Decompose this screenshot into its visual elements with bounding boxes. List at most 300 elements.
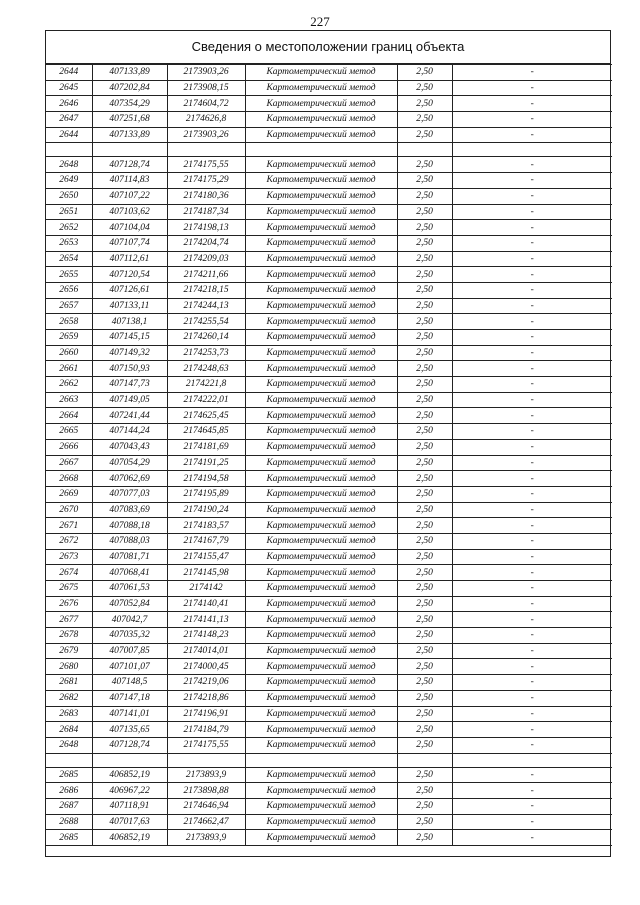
x-coordinate-cell: 407103,62 [92,204,167,220]
table-row [46,565,612,581]
point-number-cell: 2657 [46,298,92,314]
method-cell: Картометрический метод [245,675,397,691]
table-row [46,392,612,408]
method-cell: Картометрический метод [245,690,397,706]
accuracy-cell: 2,50 [397,471,452,487]
description-cell: - [452,581,612,597]
accuracy-cell: 2,50 [397,518,452,534]
accuracy-cell: 2,50 [397,96,452,112]
table-row [46,767,612,783]
y-coordinate-cell: 2174190,24 [167,502,245,518]
description-cell: - [452,65,612,81]
point-number-cell: 2670 [46,502,92,518]
point-number-cell: 2644 [46,127,92,143]
x-coordinate-cell: 407035,32 [92,628,167,644]
accuracy-cell: 2,50 [397,596,452,612]
point-number-cell: 2667 [46,455,92,471]
description-cell: - [452,80,612,96]
table-row [46,188,612,204]
x-coordinate-cell: 407007,85 [92,643,167,659]
point-number-cell: 2656 [46,282,92,298]
method-cell: Картометрический метод [245,220,397,236]
accuracy-cell: 2,50 [397,549,452,565]
description-cell: - [452,157,612,173]
y-coordinate-cell: 2174142 [167,581,245,597]
y-coordinate-cell: 2174175,55 [167,737,245,753]
table-row [46,628,612,644]
point-number-cell: 2664 [46,408,92,424]
accuracy-cell: 2,50 [397,204,452,220]
description-cell: - [452,783,612,799]
point-number-cell: 2680 [46,659,92,675]
empty-cell [167,753,245,767]
table-row [46,282,612,298]
description-cell: - [452,345,612,361]
point-number-cell: 2675 [46,581,92,597]
method-cell: Картометрический метод [245,298,397,314]
accuracy-cell: 2,50 [397,392,452,408]
point-number-cell: 2685 [46,830,92,846]
x-coordinate-cell: 407104,04 [92,220,167,236]
x-coordinate-cell: 407144,24 [92,424,167,440]
table-row [46,220,612,236]
point-number-cell: 2688 [46,814,92,830]
method-cell: Картометрический метод [245,330,397,346]
table-row [46,65,612,81]
accuracy-cell: 2,50 [397,455,452,471]
x-coordinate-cell: 407107,74 [92,235,167,251]
accuracy-cell: 2,50 [397,737,452,753]
accuracy-cell: 2,50 [397,798,452,814]
point-number-cell: 2648 [46,737,92,753]
method-cell: Картометрический метод [245,722,397,738]
method-cell: Картометрический метод [245,314,397,330]
description-cell: - [452,251,612,267]
table-row [46,675,612,691]
accuracy-cell: 2,50 [397,690,452,706]
point-number-cell: 2679 [46,643,92,659]
description-cell: - [452,612,612,628]
table-row [46,549,612,565]
y-coordinate-cell: 2174181,69 [167,439,245,455]
point-number-cell: 2646 [46,96,92,112]
table-row [46,330,612,346]
point-number-cell: 2666 [46,439,92,455]
description-cell: - [452,127,612,143]
y-coordinate-cell: 2174625,45 [167,408,245,424]
empty-cell [245,753,397,767]
y-coordinate-cell: 2174253,73 [167,345,245,361]
x-coordinate-cell: 407202,84 [92,80,167,96]
accuracy-cell: 2,50 [397,533,452,549]
y-coordinate-cell: 2174194,58 [167,471,245,487]
description-cell: - [452,96,612,112]
empty-cell [397,753,452,767]
point-number-cell: 2655 [46,267,92,283]
method-cell: Картометрический метод [245,173,397,189]
method-cell: Картометрический метод [245,361,397,377]
accuracy-cell: 2,50 [397,188,452,204]
y-coordinate-cell: 2174209,03 [167,251,245,267]
y-coordinate-cell: 2174191,25 [167,455,245,471]
point-number-cell: 2665 [46,424,92,440]
point-number-cell: 2661 [46,361,92,377]
x-coordinate-cell: 407120,54 [92,267,167,283]
description-cell: - [452,235,612,251]
accuracy-cell: 2,50 [397,439,452,455]
table-row [46,96,612,112]
accuracy-cell: 2,50 [397,424,452,440]
y-coordinate-cell: 2174604,72 [167,96,245,112]
group-separator-row [46,143,612,157]
description-cell: - [452,565,612,581]
x-coordinate-cell: 407241,44 [92,408,167,424]
y-coordinate-cell: 2174198,13 [167,220,245,236]
accuracy-cell: 2,50 [397,628,452,644]
description-cell: - [452,643,612,659]
description-cell: - [452,188,612,204]
accuracy-cell: 2,50 [397,722,452,738]
point-number-cell: 2672 [46,533,92,549]
method-cell: Картометрический метод [245,767,397,783]
description-cell: - [452,675,612,691]
method-cell: Картометрический метод [245,204,397,220]
x-coordinate-cell: 407133,89 [92,65,167,81]
y-coordinate-cell: 2173893,9 [167,830,245,846]
x-coordinate-cell: 407114,83 [92,173,167,189]
x-coordinate-cell: 407077,03 [92,486,167,502]
method-cell: Картометрический метод [245,392,397,408]
accuracy-cell: 2,50 [397,65,452,81]
method-cell: Картометрический метод [245,706,397,722]
method-cell: Картометрический метод [245,659,397,675]
page-number: 227 [310,14,330,29]
accuracy-cell: 2,50 [397,127,452,143]
method-cell: Картометрический метод [245,235,397,251]
accuracy-cell: 2,50 [397,314,452,330]
point-number-cell: 2648 [46,157,92,173]
y-coordinate-cell: 2174145,98 [167,565,245,581]
x-coordinate-cell: 407083,69 [92,502,167,518]
table-title: Сведения о местоположении границ объекта [46,31,610,64]
point-number-cell: 2668 [46,471,92,487]
table-row [46,596,612,612]
method-cell: Картометрический метод [245,65,397,81]
accuracy-cell: 2,50 [397,581,452,597]
y-coordinate-cell: 2174195,89 [167,486,245,502]
accuracy-cell: 2,50 [397,659,452,675]
coordinates-table-body [46,65,612,846]
description-cell: - [452,314,612,330]
x-coordinate-cell: 407128,74 [92,157,167,173]
x-coordinate-cell: 407148,5 [92,675,167,691]
y-coordinate-cell: 2174141,13 [167,612,245,628]
accuracy-cell: 2,50 [397,486,452,502]
method-cell: Картометрический метод [245,486,397,502]
method-cell: Картометрический метод [245,96,397,112]
table-row [46,235,612,251]
y-coordinate-cell: 2174155,47 [167,549,245,565]
description-cell: - [452,659,612,675]
description-cell: - [452,377,612,393]
table-row [46,157,612,173]
table-row [46,112,612,128]
description-cell: - [452,486,612,502]
x-coordinate-cell: 407126,61 [92,282,167,298]
method-cell: Картометрический метод [245,424,397,440]
y-coordinate-cell: 2174183,57 [167,518,245,534]
y-coordinate-cell: 2174180,36 [167,188,245,204]
description-cell: - [452,408,612,424]
table-row [46,659,612,675]
table-row [46,173,612,189]
y-coordinate-cell: 2174218,86 [167,690,245,706]
y-coordinate-cell: 2174187,34 [167,204,245,220]
x-coordinate-cell: 407088,03 [92,533,167,549]
table-row [46,830,612,846]
x-coordinate-cell: 407133,89 [92,127,167,143]
coordinates-table [46,64,612,846]
description-cell: - [452,533,612,549]
x-coordinate-cell: 407149,05 [92,392,167,408]
y-coordinate-cell: 2174222,01 [167,392,245,408]
point-number-cell: 2649 [46,173,92,189]
y-coordinate-cell: 2174221,8 [167,377,245,393]
table-row [46,314,612,330]
table-row [46,127,612,143]
point-number-cell: 2647 [46,112,92,128]
point-number-cell: 2678 [46,628,92,644]
empty-cell [245,143,397,157]
x-coordinate-cell: 407054,29 [92,455,167,471]
accuracy-cell: 2,50 [397,675,452,691]
y-coordinate-cell: 2174140,41 [167,596,245,612]
point-number-cell: 2683 [46,706,92,722]
table-row [46,502,612,518]
accuracy-cell: 2,50 [397,173,452,189]
x-coordinate-cell: 407145,15 [92,330,167,346]
y-coordinate-cell: 2174626,8 [167,112,245,128]
method-cell: Картометрический метод [245,628,397,644]
description-cell: - [452,814,612,830]
empty-cell [92,143,167,157]
description-cell: - [452,392,612,408]
x-coordinate-cell: 407128,74 [92,737,167,753]
x-coordinate-cell: 407061,53 [92,581,167,597]
table-row [46,798,612,814]
accuracy-cell: 2,50 [397,408,452,424]
point-number-cell: 2682 [46,690,92,706]
accuracy-cell: 2,50 [397,814,452,830]
accuracy-cell: 2,50 [397,767,452,783]
point-number-cell: 2653 [46,235,92,251]
x-coordinate-cell: 407017,63 [92,814,167,830]
y-coordinate-cell: 2174000,45 [167,659,245,675]
y-coordinate-cell: 2174255,54 [167,314,245,330]
point-number-cell: 2663 [46,392,92,408]
accuracy-cell: 2,50 [397,298,452,314]
description-cell: - [452,424,612,440]
method-cell: Картометрический метод [245,798,397,814]
accuracy-cell: 2,50 [397,220,452,236]
y-coordinate-cell: 2174218,15 [167,282,245,298]
description-cell: - [452,361,612,377]
table-row [46,533,612,549]
description-cell: - [452,204,612,220]
y-coordinate-cell: 2174248,63 [167,361,245,377]
x-coordinate-cell: 407062,69 [92,471,167,487]
x-coordinate-cell: 406852,19 [92,767,167,783]
point-number-cell: 2652 [46,220,92,236]
description-cell: - [452,690,612,706]
x-coordinate-cell: 407138,1 [92,314,167,330]
point-number-cell: 2660 [46,345,92,361]
method-cell: Картометрический метод [245,251,397,267]
method-cell: Картометрический метод [245,112,397,128]
table-row [46,455,612,471]
point-number-cell: 2644 [46,65,92,81]
table-row [46,706,612,722]
method-cell: Картометрический метод [245,518,397,534]
method-cell: Картометрический метод [245,737,397,753]
x-coordinate-cell: 407141,01 [92,706,167,722]
method-cell: Картометрический метод [245,127,397,143]
accuracy-cell: 2,50 [397,361,452,377]
empty-cell [397,143,452,157]
description-cell: - [452,173,612,189]
table-row [46,581,612,597]
point-number-cell: 2676 [46,596,92,612]
y-coordinate-cell: 2174167,79 [167,533,245,549]
y-coordinate-cell: 2173908,15 [167,80,245,96]
x-coordinate-cell: 407133,11 [92,298,167,314]
x-coordinate-cell: 407147,18 [92,690,167,706]
y-coordinate-cell: 2174662,47 [167,814,245,830]
description-cell: - [452,706,612,722]
table-row [46,361,612,377]
method-cell: Картометрический метод [245,439,397,455]
table-row [46,643,612,659]
y-coordinate-cell: 2174645,85 [167,424,245,440]
x-coordinate-cell: 407135,65 [92,722,167,738]
method-cell: Картометрический метод [245,549,397,565]
description-cell: - [452,502,612,518]
y-coordinate-cell: 2174211,66 [167,267,245,283]
description-cell: - [452,471,612,487]
accuracy-cell: 2,50 [397,282,452,298]
method-cell: Картометрический метод [245,267,397,283]
point-number-cell: 2658 [46,314,92,330]
point-number-cell: 2677 [46,612,92,628]
table-row [46,80,612,96]
method-cell: Картометрический метод [245,188,397,204]
y-coordinate-cell: 2174184,79 [167,722,245,738]
y-coordinate-cell: 2173903,26 [167,127,245,143]
method-cell: Картометрический метод [245,533,397,549]
method-cell: Картометрический метод [245,612,397,628]
description-cell: - [452,628,612,644]
y-coordinate-cell: 2174175,55 [167,157,245,173]
accuracy-cell: 2,50 [397,612,452,628]
table-row [46,377,612,393]
y-coordinate-cell: 2173903,26 [167,65,245,81]
method-cell: Картометрический метод [245,282,397,298]
point-number-cell: 2659 [46,330,92,346]
x-coordinate-cell: 407150,93 [92,361,167,377]
table-row [46,471,612,487]
table-row [46,345,612,361]
description-cell: - [452,767,612,783]
method-cell: Картометрический метод [245,814,397,830]
x-coordinate-cell: 406852,19 [92,830,167,846]
empty-cell [46,143,92,157]
point-number-cell: 2654 [46,251,92,267]
table-row [46,439,612,455]
accuracy-cell: 2,50 [397,80,452,96]
y-coordinate-cell: 2173898,88 [167,783,245,799]
x-coordinate-cell: 407118,91 [92,798,167,814]
x-coordinate-cell: 407147,73 [92,377,167,393]
description-cell: - [452,439,612,455]
point-number-cell: 2681 [46,675,92,691]
empty-cell [452,143,612,157]
table-row [46,408,612,424]
x-coordinate-cell: 407354,29 [92,96,167,112]
point-number-cell: 2684 [46,722,92,738]
x-coordinate-cell: 407088,18 [92,518,167,534]
description-cell: - [452,549,612,565]
table-row [46,783,612,799]
method-cell: Картометрический метод [245,471,397,487]
accuracy-cell: 2,50 [397,251,452,267]
description-cell: - [452,267,612,283]
method-cell: Картометрический метод [245,157,397,173]
accuracy-cell: 2,50 [397,235,452,251]
empty-cell [167,143,245,157]
y-coordinate-cell: 2174196,91 [167,706,245,722]
y-coordinate-cell: 2174646,94 [167,798,245,814]
x-coordinate-cell: 406967,22 [92,783,167,799]
x-coordinate-cell: 407081,71 [92,549,167,565]
y-coordinate-cell: 2173893,9 [167,767,245,783]
description-cell: - [452,798,612,814]
method-cell: Картометрический метод [245,830,397,846]
method-cell: Картометрический метод [245,408,397,424]
point-number-cell: 2662 [46,377,92,393]
description-cell: - [452,455,612,471]
x-coordinate-cell: 407107,22 [92,188,167,204]
description-cell: - [452,737,612,753]
table-row [46,298,612,314]
x-coordinate-cell: 407068,41 [92,565,167,581]
accuracy-cell: 2,50 [397,830,452,846]
description-cell: - [452,298,612,314]
method-cell: Картометрический метод [245,80,397,96]
x-coordinate-cell: 407251,68 [92,112,167,128]
y-coordinate-cell: 2174148,23 [167,628,245,644]
group-separator-row [46,753,612,767]
table-row [46,518,612,534]
x-coordinate-cell: 407149,32 [92,345,167,361]
description-cell: - [452,282,612,298]
table-row [46,486,612,502]
accuracy-cell: 2,50 [397,157,452,173]
description-cell: - [452,112,612,128]
accuracy-cell: 2,50 [397,112,452,128]
table-row [46,690,612,706]
method-cell: Картометрический метод [245,643,397,659]
point-number-cell: 2645 [46,80,92,96]
